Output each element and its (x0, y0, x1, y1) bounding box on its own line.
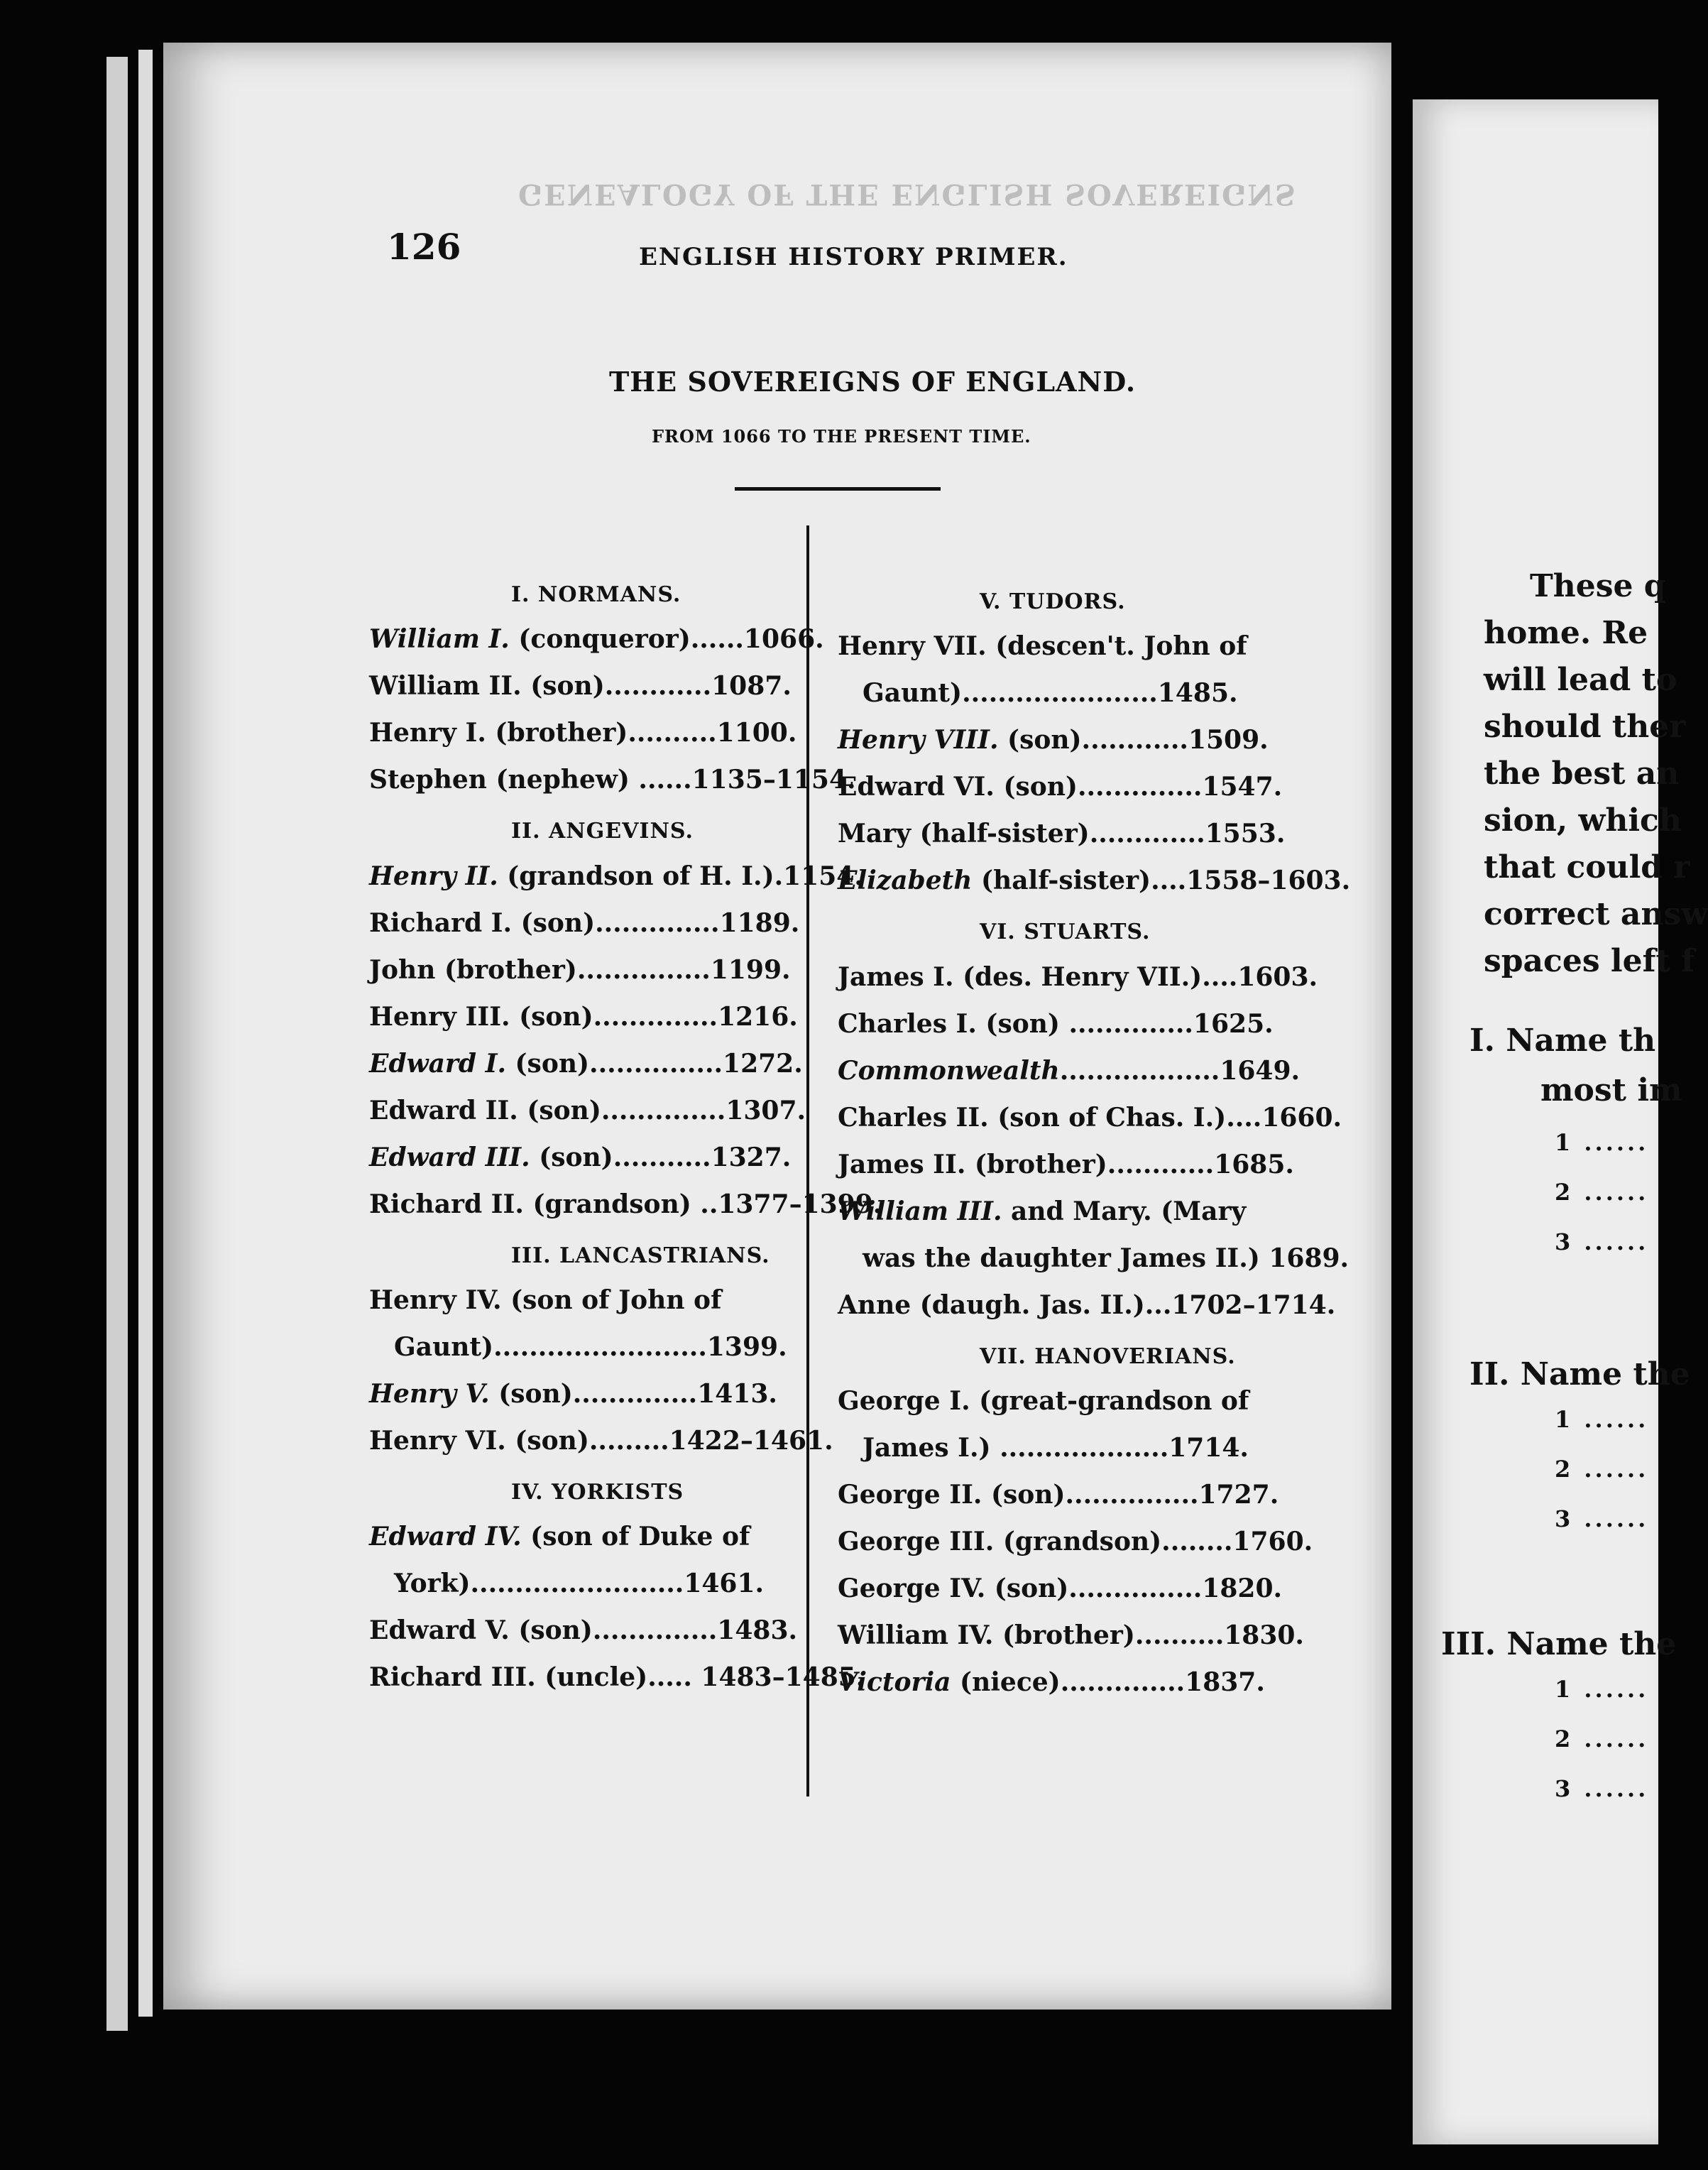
sovereign-entry (369, 1285, 722, 1315)
dynasty-heading: V. TUDORS. (980, 589, 1126, 614)
sovereign-name: George III. (838, 1526, 995, 1556)
sovereign-detail: (great-grandson of (970, 1385, 1249, 1416)
sovereign-name: Henry IV. (369, 1285, 502, 1315)
sovereign-detail: (son)............1509. (998, 725, 1269, 756)
answer-blank: 1 ...... (1555, 1129, 1649, 1156)
sovereign-entry (838, 725, 1269, 755)
dynasty-heading: VI. STUARTS. (980, 920, 1151, 945)
sovereign-entry (369, 1426, 833, 1456)
sovereign-name: William III. (838, 1196, 1002, 1226)
answer-blank: 2 ...... (1555, 1179, 1649, 1206)
page-edge (138, 50, 153, 2017)
sovereign-detail: (son)..............1307. (518, 1095, 806, 1125)
sovereign-detail: (son)...........1327. (530, 1142, 792, 1172)
right-page-line: sion, which (1484, 802, 1682, 839)
sovereign-name: Henry V. (369, 1378, 490, 1409)
sovereign-name: Edward VI. (838, 772, 995, 802)
sovereign-detail: (daugh. Jas. II.)...1702–1714. (911, 1290, 1336, 1320)
dynasty-heading: IV. YORKISTS (511, 1479, 684, 1505)
dynasty-heading: I. NORMANS. (511, 582, 681, 607)
right-page-line: These q (1530, 568, 1666, 604)
sovereign-entry (369, 908, 799, 938)
sovereign-entry (369, 718, 796, 748)
right-page-line: correct answ (1484, 896, 1708, 932)
title-rule (735, 487, 941, 491)
question-heading: II. Name the (1469, 1356, 1690, 1392)
sovereign-name: Edward IV. (369, 1522, 522, 1552)
sovereign-entry (838, 631, 1247, 661)
sovereign-name: Edward II. (369, 1095, 518, 1125)
sovereign-name: Edward III. (369, 1142, 530, 1172)
sovereign-detail: (son)..............1189. (512, 907, 800, 938)
sovereign-name: Henry VIII. (838, 725, 999, 756)
sovereign-detail: (son)..............1483. (509, 1615, 798, 1646)
sovereign-name: William IV. (838, 1620, 994, 1650)
sovereign-entry (863, 1433, 1249, 1463)
sovereign-entry (838, 1103, 1342, 1133)
sovereign-detail: (grandson)........1760. (994, 1526, 1313, 1556)
running-head: ENGLISH HISTORY PRIMER. (639, 243, 1068, 271)
sovereign-entry (369, 1049, 803, 1079)
sovereign-entry (838, 819, 1285, 849)
sovereign-detail: (son)............1087. (521, 671, 792, 702)
sovereign-name: Henry VI. (369, 1425, 506, 1456)
bleed-through-text: GENEALOGY OF THE ENGLISH SOVEREIGNS (518, 178, 1297, 211)
sovereign-name: Edward V. (369, 1615, 510, 1646)
page-number: 126 (387, 226, 461, 268)
sovereign-detail: (brother)..........1830. (993, 1620, 1304, 1650)
answer-blank: 2 ...... (1555, 1725, 1649, 1752)
sovereign-name: James I. (838, 961, 954, 992)
right-page-line: spaces left f (1484, 943, 1695, 979)
sovereign-name: Henry I. (369, 718, 486, 748)
sovereign-entry (838, 1620, 1304, 1650)
sovereign-entry (838, 772, 1282, 802)
sovereign-entry (838, 1290, 1335, 1320)
question-subline: most im (1540, 1072, 1682, 1108)
sovereign-entry (838, 1386, 1249, 1416)
sovereign-detail: (uncle)..... 1483–1485. (535, 1662, 865, 1693)
sovereign-detail: ..................1649. (1059, 1055, 1301, 1086)
sovereign-detail: (son) ..............1625. (976, 1008, 1274, 1039)
sovereign-detail: Gaunt)........................1399. (394, 1331, 787, 1362)
sovereign-name: Charles II. (838, 1102, 989, 1133)
sovereign-detail: was the daughter James II.) 1689. (863, 1243, 1350, 1273)
sovereign-entry (838, 1480, 1279, 1510)
sovereign-name: Stephen (369, 765, 487, 795)
right-page-line: will lead to (1484, 662, 1677, 698)
sovereign-detail: (des. Henry VII.)....1603. (953, 961, 1318, 992)
sovereign-detail: (son)...............1272. (505, 1048, 803, 1079)
sovereign-name: Richard I. (369, 907, 513, 938)
right-page-line: home. Re (1484, 615, 1648, 651)
sovereign-detail: (son)..............1413. (489, 1378, 777, 1409)
sovereign-name: Elizabeth (838, 866, 973, 896)
sovereign-entry (838, 866, 1350, 895)
answer-blank: 1 ...... (1555, 1406, 1649, 1433)
sovereign-name: George IV. (838, 1573, 986, 1603)
sovereign-name: Henry III. (369, 1001, 510, 1032)
sovereign-entry (838, 1150, 1294, 1179)
sovereign-name: Richard II. (369, 1189, 524, 1219)
sovereign-detail: (half-sister)....1558–1603. (972, 866, 1351, 896)
sovereign-name: Victoria (838, 1667, 951, 1697)
page-subtitle: FROM 1066 TO THE PRESENT TIME. (652, 426, 1031, 447)
answer-blank: 1 ...... (1555, 1676, 1649, 1703)
sovereign-entry (394, 1332, 787, 1362)
dynasty-heading: III. LANCASTRIANS. (511, 1243, 770, 1268)
sovereign-entry (369, 1522, 750, 1552)
sovereign-name: George II. (838, 1479, 982, 1510)
sovereign-name: Anne (838, 1290, 912, 1320)
sovereign-entry (369, 955, 791, 985)
sovereign-name: James II. (838, 1149, 966, 1179)
sovereign-entry (838, 1574, 1282, 1603)
sovereign-detail: (son).........1422–1461. (505, 1425, 833, 1456)
sovereign-detail: (son)..............1216. (510, 1001, 798, 1032)
sovereign-entry (394, 1569, 764, 1598)
sovereign-detail: (conqueror)......1066. (509, 624, 824, 655)
sovereign-entry (369, 1189, 882, 1219)
right-page (1413, 99, 1708, 2144)
sovereign-name: William I. (369, 624, 510, 655)
sovereign-detail: (nephew) ......1135–1154. (486, 765, 856, 795)
sovereign-detail: (son of John of (501, 1285, 722, 1315)
sovereign-entry (369, 1096, 806, 1125)
answer-blank: 2 ...... (1555, 1456, 1649, 1483)
question-heading: I. Name th (1469, 1023, 1656, 1059)
sovereign-detail: James I.) ...................1714. (863, 1432, 1249, 1463)
sovereign-entry (369, 624, 824, 654)
sovereign-entry (838, 962, 1318, 992)
sovereign-entry (369, 671, 792, 701)
sovereign-detail: (half-sister).............1553. (911, 819, 1286, 849)
page-title: THE SOVEREIGNS OF ENGLAND. (609, 366, 1137, 398)
dynasty-heading: II. ANGEVINS. (511, 819, 694, 844)
sovereign-detail: (grandson) ..1377–1399. (523, 1189, 882, 1219)
sovereign-detail: (brother)..........1100. (486, 718, 797, 748)
page-edge (106, 57, 128, 2031)
sovereign-entry (838, 1667, 1265, 1697)
sovereign-detail: (niece)..............1837. (951, 1667, 1265, 1697)
sovereign-entry (369, 861, 863, 891)
answer-blank: 3 ...... (1555, 1228, 1649, 1255)
sovereign-entry (369, 1002, 798, 1032)
sovereign-detail: (son)...............1727. (982, 1479, 1279, 1510)
sovereign-detail: (descen't. John of (986, 631, 1247, 662)
sovereign-detail: and Mary. (Mary (1002, 1196, 1247, 1226)
sovereign-detail: (grandson of H. I.).1154. (498, 861, 863, 891)
sovereign-name: Edward I. (369, 1048, 506, 1079)
sovereign-name: Henry VII. (838, 631, 987, 662)
answer-blank: 3 ...... (1555, 1775, 1649, 1802)
sovereign-entry (838, 1056, 1300, 1086)
sovereign-entry (369, 1662, 865, 1692)
sovereign-detail: (son of Duke of (521, 1522, 750, 1552)
sovereign-entry (838, 1196, 1246, 1226)
right-page-line: that could r (1484, 849, 1690, 885)
sovereign-name: Richard III. (369, 1662, 536, 1693)
sovereign-name: George I. (838, 1385, 970, 1416)
sovereign-entry (838, 1009, 1274, 1039)
sovereign-detail: (brother)...............1199. (435, 954, 791, 985)
sovereign-entry (863, 678, 1238, 708)
sovereign-name: Mary (838, 819, 912, 849)
sovereign-name: John (369, 954, 436, 985)
right-page-line: the best an (1484, 756, 1680, 792)
sovereign-entry (369, 1143, 791, 1172)
sovereign-detail: (son)...............1820. (985, 1573, 1283, 1603)
sovereign-detail: (son of Chas. I.)....1660. (988, 1102, 1342, 1133)
sovereign-entry (369, 1615, 797, 1645)
sovereign-name: Henry II. (369, 861, 498, 891)
sovereign-entry (838, 1527, 1313, 1556)
right-page-line: should ther (1484, 709, 1686, 745)
sovereign-detail: (son)..............1547. (994, 772, 1283, 802)
sovereign-name: Charles I. (838, 1008, 977, 1039)
question-heading: III. Name the (1441, 1626, 1677, 1662)
sovereign-name: William II. (369, 671, 522, 702)
sovereign-entry (863, 1243, 1349, 1273)
sovereign-entry (369, 765, 856, 795)
answer-blank: 3 ...... (1555, 1505, 1649, 1532)
sovereign-name: Commonwealth (838, 1055, 1060, 1086)
sovereign-detail: (brother)............1685. (965, 1149, 1294, 1179)
column-divider (806, 525, 809, 1796)
dynasty-heading: VII. HANOVERIANS. (980, 1343, 1236, 1369)
sovereign-entry (369, 1379, 777, 1409)
sovereign-detail: York)........................1461. (394, 1569, 765, 1599)
sovereign-detail: Gaunt)......................1485. (863, 678, 1238, 709)
